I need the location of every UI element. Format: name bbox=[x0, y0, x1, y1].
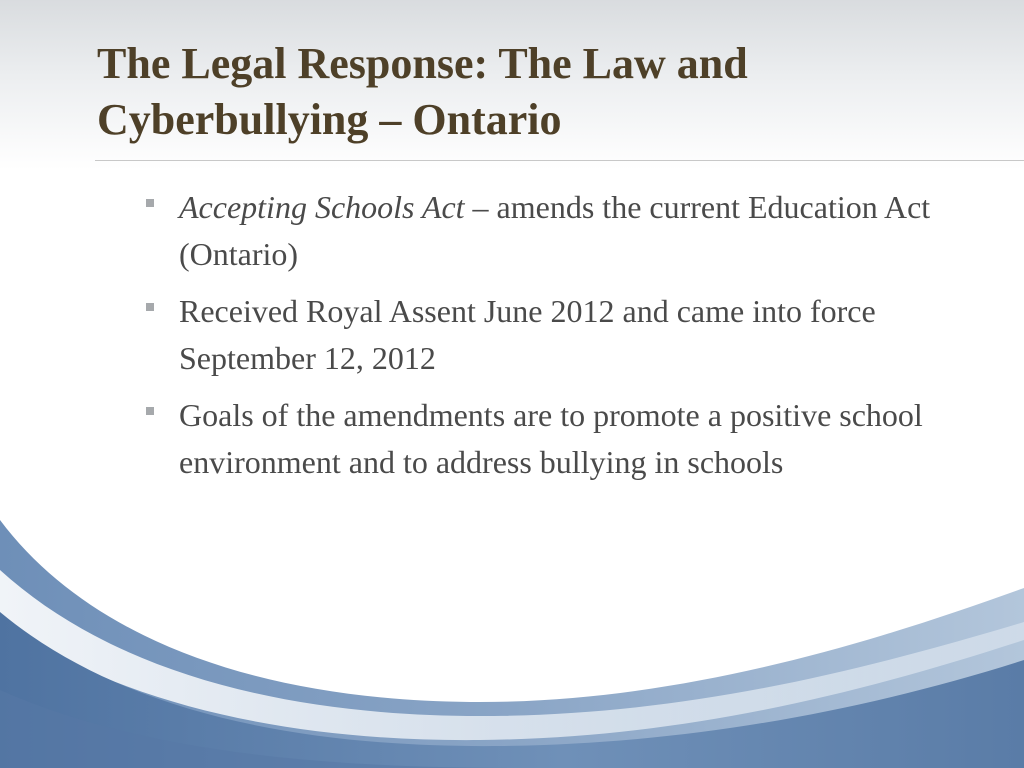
square-bullet-icon bbox=[146, 199, 154, 207]
slide-title bbox=[97, 36, 997, 148]
act-name: Accepting Schools Act bbox=[179, 189, 465, 225]
title-line-1: The Legal Response: The Law and bbox=[97, 39, 748, 88]
bullet-list bbox=[146, 184, 946, 496]
title-line-2: Cyberbullying – Ontario bbox=[97, 95, 562, 144]
bullet-item bbox=[146, 184, 946, 278]
bullet-text: Received Royal Assent June 2012 and came into force September 12, 2012 bbox=[179, 293, 876, 376]
bullet-item bbox=[146, 392, 946, 486]
bullet-text: Goals of the amendments are to promote a positive school environment and to address bullying in schools bbox=[179, 397, 923, 480]
bullet-text: – amends the current Education Act (Ontario) bbox=[179, 189, 931, 272]
square-bullet-icon bbox=[146, 303, 154, 311]
bullet-item bbox=[146, 288, 946, 382]
square-bullet-icon bbox=[146, 407, 154, 415]
title-divider bbox=[95, 160, 1024, 161]
